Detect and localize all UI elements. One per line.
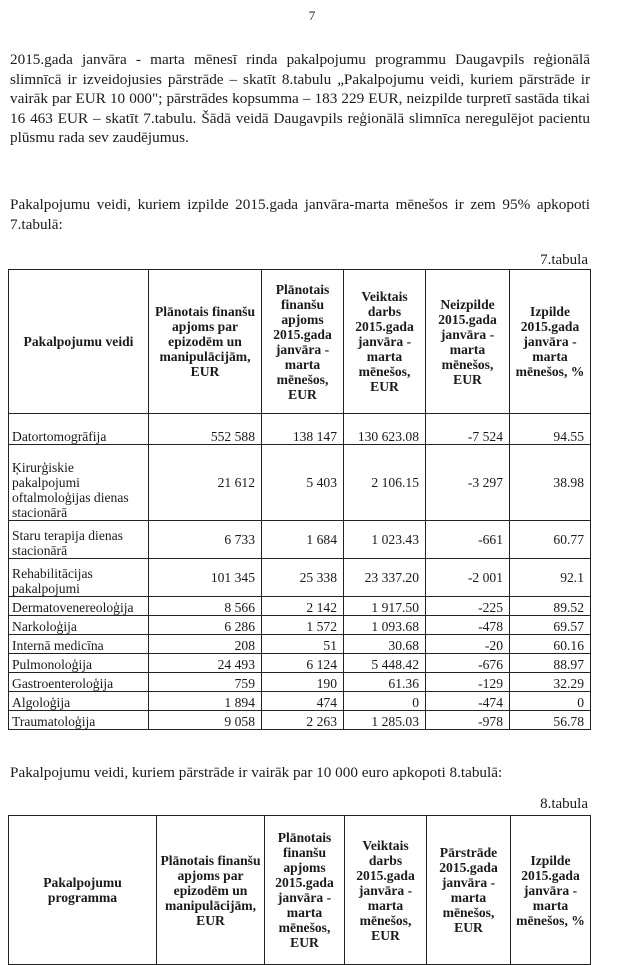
table-row <box>9 559 591 597</box>
table-row <box>9 673 591 692</box>
table-cell: 8 566 <box>149 597 262 616</box>
table-cell: 30.68 <box>344 635 426 654</box>
table8-header-row <box>9 816 591 965</box>
table-cell: -3 297 <box>426 445 510 521</box>
table-cell: 190 <box>262 673 344 692</box>
table-cell: 101 345 <box>149 559 262 597</box>
table-cell: 88.97 <box>510 654 591 673</box>
table-cell: Narkoloģija <box>9 616 149 635</box>
table-row <box>9 654 591 673</box>
table-cell: 5 448.42 <box>344 654 426 673</box>
table-cell: -474 <box>426 692 510 711</box>
table-cell: 759 <box>149 673 262 692</box>
table-cell: 60.77 <box>510 521 591 559</box>
table7-header: Veiktais darbs 2015.gada janvāra - marta mēnešos, EUR <box>344 270 426 414</box>
table-cell: 130 623.08 <box>344 414 426 445</box>
table7-header: Pakalpojumu veidi <box>9 270 149 414</box>
table7-header-row <box>9 270 591 414</box>
table-cell: 5 403 <box>262 445 344 521</box>
table7-header: Plānotais finanšu apjoms 2015.gada janvāra - marta mēnešos, EUR <box>262 270 344 414</box>
table7-caption: 7.tabula <box>540 252 588 268</box>
table-row <box>9 616 591 635</box>
table8-header: Izpilde 2015.gada janvāra - marta mēnešos, % <box>511 816 591 965</box>
table-cell: 23 337.20 <box>344 559 426 597</box>
table-cell: -2 001 <box>426 559 510 597</box>
table-row <box>9 521 591 559</box>
table-cell: Algoloģija <box>9 692 149 711</box>
table-cell: 69.57 <box>510 616 591 635</box>
table-cell: 1 894 <box>149 692 262 711</box>
table8-header: Pārstrāde 2015.gada janvāra - marta mēnešos, EUR <box>427 816 511 965</box>
table-cell: 38.98 <box>510 445 591 521</box>
table8-caption: 8.tabula <box>540 796 588 812</box>
table-cell: 208 <box>149 635 262 654</box>
table-cell: 2 263 <box>262 711 344 730</box>
table-cell: 2 142 <box>262 597 344 616</box>
table-row <box>9 445 591 521</box>
table7-header: Plānotais finanšu apjoms par epizodēm un manipulācijām, EUR <box>149 270 262 414</box>
table-cell: 1 093.68 <box>344 616 426 635</box>
table-cell: Traumatoloģija <box>9 711 149 730</box>
table-cell: 2 106.15 <box>344 445 426 521</box>
table-row <box>9 692 591 711</box>
table-cell: 24 493 <box>149 654 262 673</box>
table8-header: Veiktais darbs 2015.gada janvāra - marta mēnešos, EUR <box>345 816 427 965</box>
table-cell: 21 612 <box>149 445 262 521</box>
table-cell: 94.55 <box>510 414 591 445</box>
table-cell: 61.36 <box>344 673 426 692</box>
table7 <box>8 269 591 730</box>
table-row <box>9 597 591 616</box>
table-cell: Gastroenteroloģija <box>9 673 149 692</box>
table8-header: Plānotais finanšu apjoms par epizodēm un manipulācijām, EUR <box>157 816 265 965</box>
table-cell: Dermatovenereoloģija <box>9 597 149 616</box>
table-cell: 6 124 <box>262 654 344 673</box>
table8-header: Pakalpojumu programma <box>9 816 157 965</box>
paragraph-table7-intro: Pakalpojumu veidi, kuriem izpilde 2015.gada janvāra-marta mēnešos ir zem 95% apkopoti 7.tabulā: <box>10 196 590 233</box>
table-cell: 56.78 <box>510 711 591 730</box>
table-cell: Rehabilitācijas pakalpojumi <box>9 559 149 597</box>
table8-header: Plānotais finanšu apjoms 2015.gada janvāra - marta mēnešos, EUR <box>265 816 345 965</box>
table-cell: Datortomogrāfija <box>9 414 149 445</box>
table-cell: 474 <box>262 692 344 711</box>
table-cell: -129 <box>426 673 510 692</box>
table-cell: -661 <box>426 521 510 559</box>
table-cell: 552 588 <box>149 414 262 445</box>
table-cell: 0 <box>344 692 426 711</box>
table-cell: 1 023.43 <box>344 521 426 559</box>
table-cell: 1 917.50 <box>344 597 426 616</box>
table-cell: 60.16 <box>510 635 591 654</box>
table8 <box>8 815 591 965</box>
table-cell: 6 286 <box>149 616 262 635</box>
table-cell: 9 058 <box>149 711 262 730</box>
table-row <box>9 414 591 445</box>
table-cell: 32.29 <box>510 673 591 692</box>
table7-header: Izpilde 2015.gada janvāra - marta mēnešos, % <box>510 270 591 414</box>
table-cell: 92.1 <box>510 559 591 597</box>
table-cell: 51 <box>262 635 344 654</box>
table-cell: Ķirurģiskie pakalpojumi oftalmoloģijas dienas stacionārā <box>9 445 149 521</box>
table-cell: 1 285.03 <box>344 711 426 730</box>
table-cell: -7 524 <box>426 414 510 445</box>
paragraph-overrun-summary: 2015.gada janvāra - marta mēnesī rinda pakalpojumu programmu Daugavpils reģionālā slimnīcā ir izveidojusies pārstrāde – skatīt 8.tabulu „Pakalpojumu veidi, kuriem pārstrāde ir vairāk par EUR 10 000"; pārstrādes kopsumma – 183 229 EUR, neizpilde turpretī sastāda tikai 16 463 EUR – skatīt 7.tabulu. Šādā veidā Daugavpils reģionālā slimnīca neregulējot pacientu plūsmu rada sev zaudējumus. <box>10 51 590 146</box>
table-cell: 89.52 <box>510 597 591 616</box>
table-cell: 6 733 <box>149 521 262 559</box>
table-row <box>9 635 591 654</box>
table-cell: 1 684 <box>262 521 344 559</box>
table-cell: -478 <box>426 616 510 635</box>
table-cell: -20 <box>426 635 510 654</box>
table-cell: 0 <box>510 692 591 711</box>
paragraph-table8-intro: Pakalpojumu veidi, kuriem pārstrāde ir vairāk par 10 000 euro apkopoti 8.tabulā: <box>10 764 503 781</box>
table-cell: Pulmonoloģija <box>9 654 149 673</box>
page-number: 7 <box>308 8 316 23</box>
table7-header: Neizpilde 2015.gada janvāra - marta mēnešos, EUR <box>426 270 510 414</box>
table-cell: -225 <box>426 597 510 616</box>
table-cell: Internā medicīna <box>9 635 149 654</box>
table-cell: Staru terapija dienas stacionārā <box>9 521 149 559</box>
table-cell: -978 <box>426 711 510 730</box>
table-cell: 1 572 <box>262 616 344 635</box>
table-cell: 25 338 <box>262 559 344 597</box>
table-cell: 138 147 <box>262 414 344 445</box>
table-row <box>9 711 591 730</box>
table-cell: -676 <box>426 654 510 673</box>
